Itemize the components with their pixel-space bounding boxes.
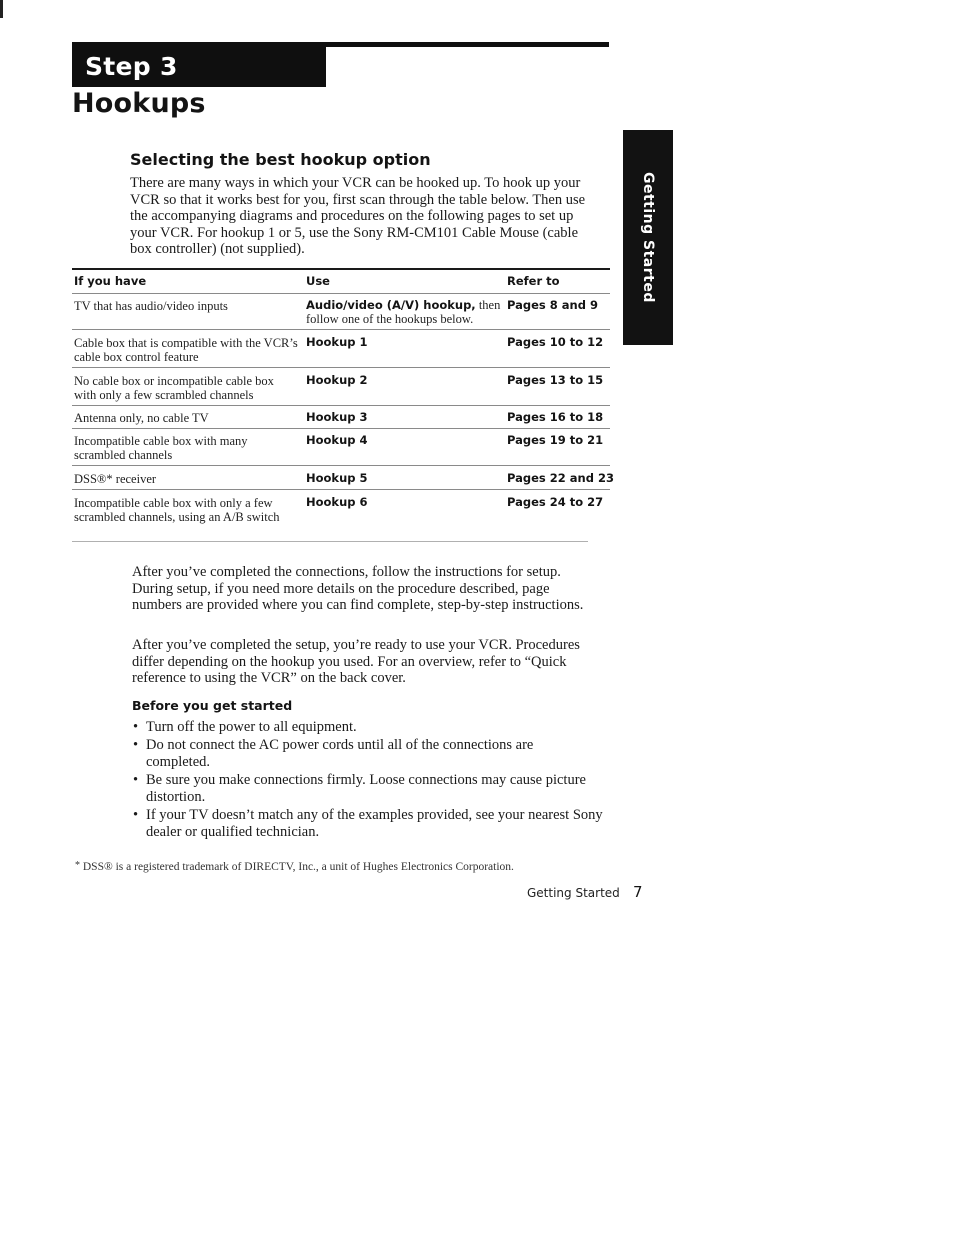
bullet-item: Turn off the power to all equipment.: [146, 719, 357, 735]
column-header-have: If you have: [74, 274, 147, 288]
table-cell-use: Hookup 4: [306, 433, 368, 447]
use-suffix: then: [475, 298, 501, 312]
side-section-tab-label: Getting Started: [640, 172, 656, 303]
column-header-use: Use: [306, 274, 330, 288]
folio-section-label: Getting Started: [527, 886, 620, 900]
use-note: follow one of the hookups below.: [306, 312, 474, 326]
bullet-item: Be sure you make connections firmly. Loose connections may cause picture distortion.: [146, 772, 586, 805]
section-heading: Selecting the best hookup option: [130, 150, 431, 169]
after-setup-paragraph: After you’ve completed the setup, you’re ready to use your VCR. Procedures differ depending on the hookup you used. For an overview, refer to “Quick reference to using the VCR” on the back cover.: [132, 637, 580, 687]
bullet-marker: •: [133, 807, 139, 823]
before-started-heading: Before you get started: [132, 698, 293, 713]
use-label: Audio/video (A/V) hookup,: [306, 298, 476, 312]
bullet-marker: •: [133, 719, 139, 735]
table-row-rule: [72, 367, 610, 368]
page-number: 7: [633, 883, 643, 901]
bullet-item: If your TV doesn’t match any of the examples provided, see your nearest Sony dealer or qualified technician.: [146, 807, 603, 840]
column-header-ref: Refer to: [507, 274, 560, 288]
table-row-rule: [72, 465, 610, 466]
table-cell-use: Hookup 5: [306, 471, 368, 485]
table-cell-ref: Pages 19 to 21: [507, 433, 604, 447]
table-cell-ref: Pages 24 to 27: [507, 495, 604, 509]
table-cell-have: Antenna only, no cable TV: [74, 411, 209, 425]
table-cell-use: Hookup 1: [306, 335, 368, 349]
hookup-table: [72, 268, 614, 543]
table-cell-ref: Pages 13 to 15: [507, 373, 604, 387]
table-cell-ref: Pages 10 to 12: [507, 335, 604, 349]
table-row-rule: [72, 428, 610, 429]
bullet-item: Do not connect the AC power cords until all of the connections are completed.: [146, 737, 534, 770]
intro-paragraph: There are many ways in which your VCR can be hooked up. To hook up your VCR so that it works best for you, first scan through the table below. Then use the accompanying diagrams and procedures on the following pages to set up your VCR. For hookup 1 or 5, use the Sony RM-CM101 Cable Mouse (cable box controller) (not supplied).: [130, 175, 586, 258]
table-cell-have: No cable box or incompatible cable box with only a few scrambled channels: [74, 374, 274, 402]
step-label: Step 3: [85, 52, 178, 81]
table-cell-ref: Pages 16 to 18: [507, 410, 604, 424]
table-row-rule: [72, 329, 610, 330]
bullet-marker: •: [133, 737, 139, 753]
page-title: Hookups: [72, 88, 206, 119]
footnote-mark: *: [75, 860, 80, 871]
table-cell-use: [306, 298, 501, 326]
scan-edge-mark: [0, 0, 3, 18]
footnote-text: DSS® is a registered trademark of DIRECTV, Inc., a unit of Hughes Electronics Corporation.: [82, 861, 514, 873]
table-cell-have: Cable box that is compatible with the VCR’s cable box control feature: [74, 336, 298, 364]
table-bottom-rule: [72, 541, 588, 542]
table-cell-use: Hookup 3: [306, 410, 368, 424]
table-cell-have: DSS®* receiver: [74, 472, 157, 486]
footnote: [75, 860, 514, 873]
table-top-rule: [72, 268, 610, 270]
table-cell-ref: Pages 8 and 9: [507, 298, 598, 312]
after-connections-paragraph: After you’ve completed the connections, follow the instructions for setup. During setup, if you need more details on the procedure described, page numbers are provided where you can find complete, step-by-step instructions.: [132, 564, 584, 614]
table-cell-have: Incompatible cable box with only a few scrambled channels, using an A/B switch: [74, 496, 280, 524]
table-cell-have: TV that has audio/video inputs: [74, 299, 228, 313]
table-cell-use: Hookup 6: [306, 495, 368, 509]
table-row-rule: [72, 489, 610, 490]
table-cell-ref: Pages 22 and 23: [507, 471, 614, 485]
table-cell-use: Hookup 2: [306, 373, 368, 387]
table-row-rule: [72, 405, 610, 406]
bullet-marker: •: [133, 772, 139, 788]
table-cell-have: Incompatible cable box with many scrambled channels: [74, 434, 248, 462]
table-row-rule: [72, 293, 610, 294]
